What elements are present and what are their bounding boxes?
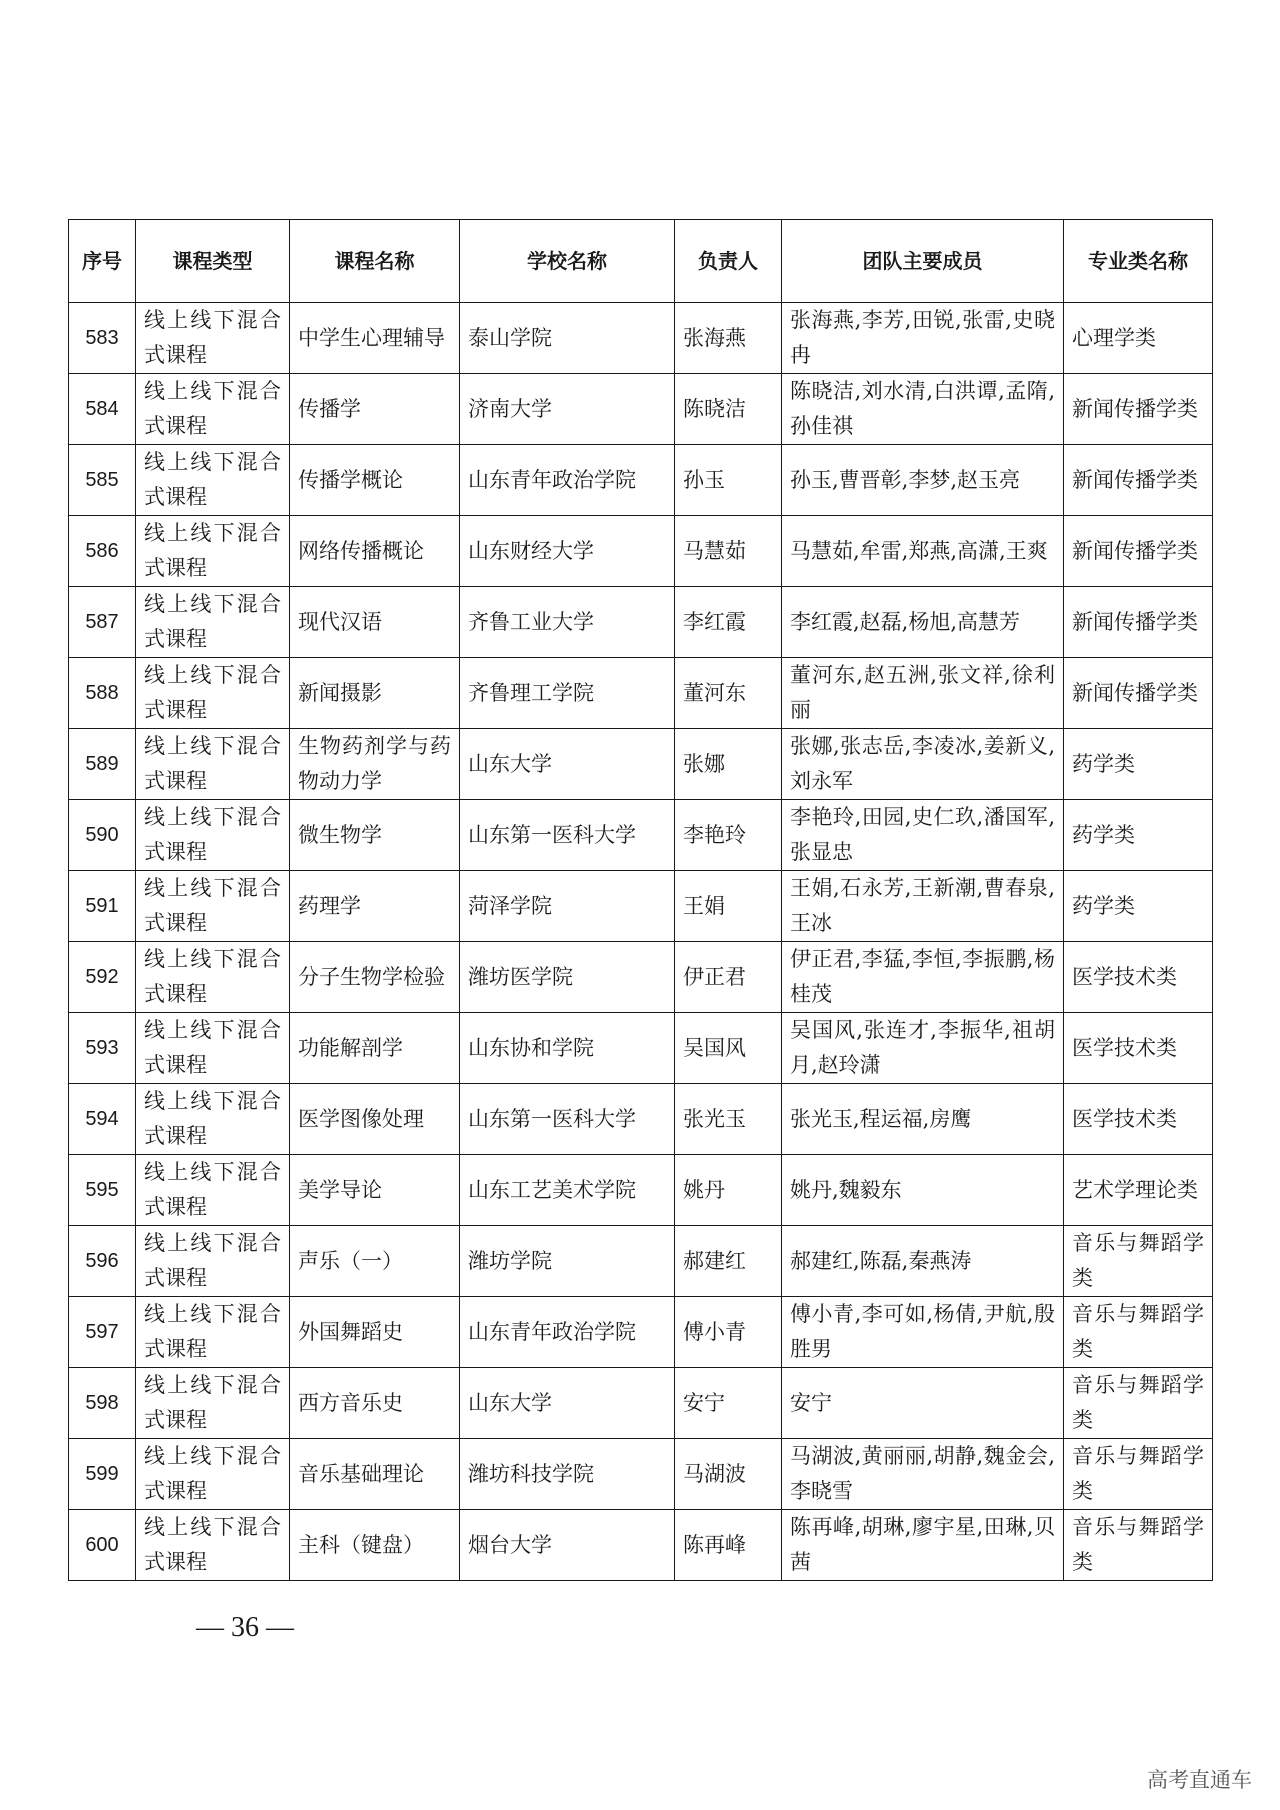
cell-no: 588 (69, 658, 136, 729)
cell-no: 585 (69, 445, 136, 516)
table-row (69, 1297, 1213, 1368)
cell-leader: 孙玉 (675, 445, 782, 516)
cell-school-name: 潍坊医学院 (460, 942, 675, 1013)
table-row (69, 1510, 1213, 1581)
cell-leader: 王娟 (675, 871, 782, 942)
cell-leader: 郝建红 (675, 1226, 782, 1297)
table-row (69, 800, 1213, 871)
cell-course-type: 线上线下混合式课程 (136, 587, 290, 658)
cell-course-type: 线上线下混合式课程 (136, 445, 290, 516)
cell-leader: 吴国风 (675, 1013, 782, 1084)
cell-course-name: 西方音乐史 (290, 1368, 460, 1439)
cell-major-category: 新闻传播学类 (1064, 445, 1213, 516)
cell-major-category: 音乐与舞蹈学类 (1064, 1226, 1213, 1297)
cell-team-members: 傅小青,李可如,杨倩,尹航,殷胜男 (782, 1297, 1064, 1368)
cell-leader: 李红霞 (675, 587, 782, 658)
cell-major-category: 药学类 (1064, 729, 1213, 800)
cell-major-category: 音乐与舞蹈学类 (1064, 1368, 1213, 1439)
table-body (69, 303, 1213, 1581)
cell-school-name: 山东大学 (460, 1368, 675, 1439)
cell-no: 583 (69, 303, 136, 374)
header-cell-leader: 负责人 (675, 220, 782, 303)
cell-major-category: 医学技术类 (1064, 1084, 1213, 1155)
cell-course-name: 音乐基础理论 (290, 1439, 460, 1510)
cell-course-name: 生物药剂学与药物动力学 (290, 729, 460, 800)
cell-school-name: 烟台大学 (460, 1510, 675, 1581)
table-row (69, 729, 1213, 800)
cell-course-type: 线上线下混合式课程 (136, 374, 290, 445)
cell-no: 594 (69, 1084, 136, 1155)
cell-course-name: 外国舞蹈史 (290, 1297, 460, 1368)
cell-major-category: 新闻传播学类 (1064, 658, 1213, 729)
cell-course-name: 医学图像处理 (290, 1084, 460, 1155)
cell-course-name: 药理学 (290, 871, 460, 942)
table-row (69, 942, 1213, 1013)
cell-team-members: 王娟,石永芳,王新潮,曹春泉,王冰 (782, 871, 1064, 942)
table-row (69, 1013, 1213, 1084)
cell-major-category: 新闻传播学类 (1064, 516, 1213, 587)
cell-team-members: 李红霞,赵磊,杨旭,高慧芳 (782, 587, 1064, 658)
cell-school-name: 潍坊科技学院 (460, 1439, 675, 1510)
cell-major-category: 艺术学理论类 (1064, 1155, 1213, 1226)
cell-course-name: 功能解剖学 (290, 1013, 460, 1084)
cell-team-members: 马湖波,黄丽丽,胡静,魏金会,李晓雪 (782, 1439, 1064, 1510)
table-row (69, 1439, 1213, 1510)
cell-school-name: 山东第一医科大学 (460, 1084, 675, 1155)
table-row (69, 1226, 1213, 1297)
cell-major-category: 医学技术类 (1064, 1013, 1213, 1084)
cell-school-name: 山东工艺美术学院 (460, 1155, 675, 1226)
cell-leader: 姚丹 (675, 1155, 782, 1226)
cell-course-name: 微生物学 (290, 800, 460, 871)
cell-no: 596 (69, 1226, 136, 1297)
cell-no: 593 (69, 1013, 136, 1084)
cell-team-members: 吴国风,张连才,李振华,祖胡月,赵玲潇 (782, 1013, 1064, 1084)
header-cell-team: 团队主要成员 (782, 220, 1064, 303)
table-row (69, 516, 1213, 587)
cell-school-name: 山东财经大学 (460, 516, 675, 587)
cell-team-members: 董河东,赵五洲,张文祥,徐利丽 (782, 658, 1064, 729)
cell-school-name: 山东大学 (460, 729, 675, 800)
cell-school-name: 山东青年政治学院 (460, 1297, 675, 1368)
cell-leader: 陈晓洁 (675, 374, 782, 445)
header-cell-course: 课程名称 (290, 220, 460, 303)
cell-team-members: 郝建红,陈磊,秦燕涛 (782, 1226, 1064, 1297)
cell-team-members: 姚丹,魏毅东 (782, 1155, 1064, 1226)
cell-leader: 傅小青 (675, 1297, 782, 1368)
cell-leader: 董河东 (675, 658, 782, 729)
cell-course-type: 线上线下混合式课程 (136, 1510, 290, 1581)
header-cell-school: 学校名称 (460, 220, 675, 303)
cell-course-type: 线上线下混合式课程 (136, 729, 290, 800)
cell-school-name: 齐鲁工业大学 (460, 587, 675, 658)
cell-course-name: 声乐（一） (290, 1226, 460, 1297)
cell-major-category: 音乐与舞蹈学类 (1064, 1297, 1213, 1368)
cell-team-members: 马慧茹,牟雷,郑燕,高潇,王爽 (782, 516, 1064, 587)
cell-team-members: 陈晓洁,刘水清,白洪谭,孟隋,孙佳祺 (782, 374, 1064, 445)
cell-major-category: 新闻传播学类 (1064, 374, 1213, 445)
cell-course-type: 线上线下混合式课程 (136, 1084, 290, 1155)
cell-no: 597 (69, 1297, 136, 1368)
table-row (69, 445, 1213, 516)
table-row (69, 658, 1213, 729)
cell-no: 599 (69, 1439, 136, 1510)
table-row (69, 374, 1213, 445)
header-cell-type: 课程类型 (136, 220, 290, 303)
cell-course-type: 线上线下混合式课程 (136, 1226, 290, 1297)
cell-no: 600 (69, 1510, 136, 1581)
cell-course-name: 美学导论 (290, 1155, 460, 1226)
cell-course-type: 线上线下混合式课程 (136, 1368, 290, 1439)
cell-no: 595 (69, 1155, 136, 1226)
cell-major-category: 音乐与舞蹈学类 (1064, 1439, 1213, 1510)
cell-team-members: 伊正君,李猛,李恒,李振鹏,杨桂茂 (782, 942, 1064, 1013)
header-cell-major: 专业类名称 (1064, 220, 1213, 303)
cell-leader: 张海燕 (675, 303, 782, 374)
cell-course-type: 线上线下混合式课程 (136, 1155, 290, 1226)
cell-course-type: 线上线下混合式课程 (136, 942, 290, 1013)
cell-team-members: 陈再峰,胡琳,廖宇星,田琳,贝茜 (782, 1510, 1064, 1581)
cell-course-type: 线上线下混合式课程 (136, 871, 290, 942)
table-row (69, 1084, 1213, 1155)
course-table (68, 219, 1213, 1581)
cell-major-category: 心理学类 (1064, 303, 1213, 374)
cell-leader: 马慧茹 (675, 516, 782, 587)
cell-school-name: 齐鲁理工学院 (460, 658, 675, 729)
table-row (69, 1155, 1213, 1226)
cell-course-name: 现代汉语 (290, 587, 460, 658)
cell-leader: 张光玉 (675, 1084, 782, 1155)
cell-team-members: 张娜,张志岳,李凌冰,姜新义,刘永军 (782, 729, 1064, 800)
cell-course-type: 线上线下混合式课程 (136, 800, 290, 871)
table-row (69, 587, 1213, 658)
cell-no: 584 (69, 374, 136, 445)
cell-course-name: 传播学概论 (290, 445, 460, 516)
cell-course-name: 分子生物学检验 (290, 942, 460, 1013)
cell-course-type: 线上线下混合式课程 (136, 516, 290, 587)
cell-no: 591 (69, 871, 136, 942)
cell-course-type: 线上线下混合式课程 (136, 303, 290, 374)
cell-school-name: 山东协和学院 (460, 1013, 675, 1084)
cell-team-members: 安宁 (782, 1368, 1064, 1439)
cell-school-name: 菏泽学院 (460, 871, 675, 942)
cell-course-name: 新闻摄影 (290, 658, 460, 729)
cell-no: 587 (69, 587, 136, 658)
cell-leader: 陈再峰 (675, 1510, 782, 1581)
cell-school-name: 山东第一医科大学 (460, 800, 675, 871)
cell-course-name: 主科（键盘） (290, 1510, 460, 1581)
cell-course-type: 线上线下混合式课程 (136, 1439, 290, 1510)
cell-leader: 伊正君 (675, 942, 782, 1013)
cell-leader: 张娜 (675, 729, 782, 800)
cell-no: 598 (69, 1368, 136, 1439)
cell-course-type: 线上线下混合式课程 (136, 1013, 290, 1084)
watermark: 高考直通车 (1147, 1768, 1252, 1792)
table-row (69, 1368, 1213, 1439)
cell-leader: 李艳玲 (675, 800, 782, 871)
cell-team-members: 孙玉,曹晋彰,李梦,赵玉亮 (782, 445, 1064, 516)
cell-school-name: 山东青年政治学院 (460, 445, 675, 516)
cell-no: 589 (69, 729, 136, 800)
cell-major-category: 音乐与舞蹈学类 (1064, 1510, 1213, 1581)
cell-no: 592 (69, 942, 136, 1013)
table-row (69, 303, 1213, 374)
cell-major-category: 药学类 (1064, 800, 1213, 871)
cell-course-name: 中学生心理辅导 (290, 303, 460, 374)
cell-team-members: 张海燕,李芳,田锐,张雷,史晓冉 (782, 303, 1064, 374)
cell-major-category: 医学技术类 (1064, 942, 1213, 1013)
cell-school-name: 泰山学院 (460, 303, 675, 374)
cell-team-members: 张光玉,程运福,房鹰 (782, 1084, 1064, 1155)
cell-leader: 安宁 (675, 1368, 782, 1439)
cell-course-name: 网络传播概论 (290, 516, 460, 587)
header-cell-no: 序号 (69, 220, 136, 303)
cell-no: 586 (69, 516, 136, 587)
cell-major-category: 新闻传播学类 (1064, 587, 1213, 658)
page-number: — 36 — (196, 1612, 294, 1643)
cell-course-name: 传播学 (290, 374, 460, 445)
cell-team-members: 李艳玲,田园,史仁玖,潘国军,张显忠 (782, 800, 1064, 871)
cell-school-name: 济南大学 (460, 374, 675, 445)
cell-no: 590 (69, 800, 136, 871)
cell-course-type: 线上线下混合式课程 (136, 1297, 290, 1368)
cell-course-type: 线上线下混合式课程 (136, 658, 290, 729)
cell-school-name: 潍坊学院 (460, 1226, 675, 1297)
cell-major-category: 药学类 (1064, 871, 1213, 942)
table-header-row (69, 220, 1213, 303)
table-row (69, 871, 1213, 942)
cell-leader: 马湖波 (675, 1439, 782, 1510)
